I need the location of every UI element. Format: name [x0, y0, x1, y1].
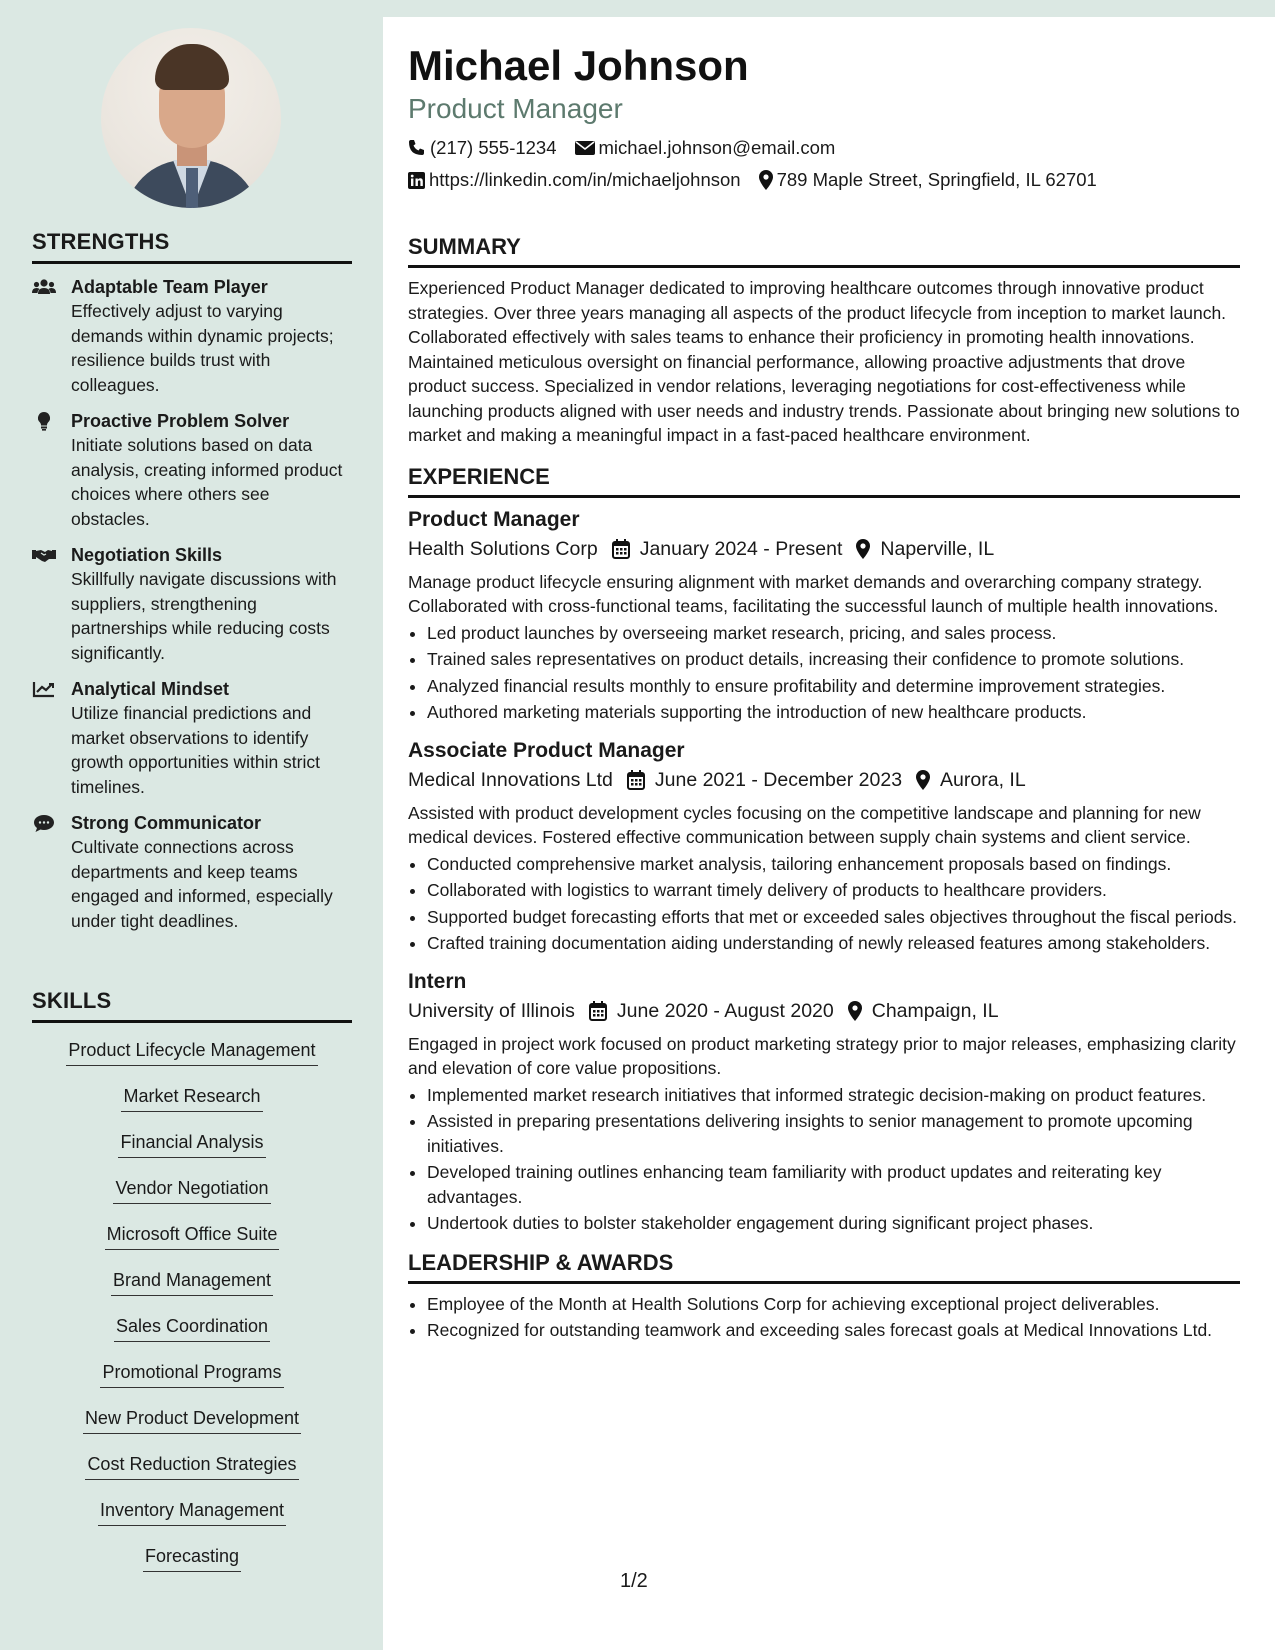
skills-section	[32, 988, 352, 1591]
bullet-item: • Led product launches by overseeing market research, pricing, and sales process.	[427, 621, 1240, 646]
linkedin-contact[interactable]	[408, 164, 741, 196]
job-entry	[408, 737, 1240, 956]
job-location-wrap	[916, 765, 1026, 795]
map-pin-icon	[916, 770, 930, 790]
bullet-item: • Assisted in preparing presentations delivering insights to senior management to promote upcoming initiatives.	[427, 1109, 1240, 1158]
skill-item: Market Research	[121, 1085, 262, 1112]
job-location: Naperville, IL	[880, 537, 995, 560]
skill-item: Cost Reduction Strategies	[85, 1453, 298, 1480]
job-bullets	[408, 621, 1240, 725]
experience-heading: EXPERIENCE	[408, 464, 1240, 498]
handshake-icon	[32, 545, 56, 565]
awards-heading: LEADERSHIP & AWARDS	[408, 1250, 1240, 1284]
job-location-wrap	[856, 534, 994, 564]
job-dates-wrap	[612, 534, 843, 564]
award-item: • Recognized for outstanding teamwork and exceeding sales forecast goals at Medical Innovations Ltd.	[427, 1318, 1240, 1343]
job-title: Associate Product Manager	[408, 738, 685, 762]
contact-row-2	[408, 164, 1240, 196]
skill-item: Sales Coordination	[114, 1315, 270, 1342]
phone-text: (217) 555-1234	[430, 137, 557, 158]
job-bullets	[408, 1083, 1240, 1236]
map-pin-icon	[759, 170, 773, 190]
bullet-item: • Undertook duties to bolster stakeholder engagement during significant project phases.	[427, 1211, 1240, 1236]
job-dates-wrap	[627, 765, 902, 795]
job-desc: Engaged in project work focused on product marketing strategy prior to major releases, emphasizing clarity and elevation of core value propositions.	[408, 1033, 1236, 1078]
job-bullets	[408, 852, 1240, 956]
skill-item: Product Lifecycle Management	[66, 1039, 317, 1066]
strength-item	[32, 543, 352, 665]
strength-desc: Cultivate connections across departments and keep teams engaged and informed, especially under tight deadlines.	[71, 837, 333, 931]
skill-item: New Product Development	[83, 1407, 301, 1434]
phone-contact[interactable]	[408, 132, 557, 164]
skill-item: Microsoft Office Suite	[105, 1223, 280, 1250]
contact-row	[408, 132, 1240, 164]
summary-text: Experienced Product Manager dedicated to improving healthcare outcomes through innovative product strategies. Over three years managing all aspects of the product lifecycle from inception to market launch. Collaborated effectively with sales teams to enhance their proficiency in promoting health innovations. Maintained meticulous oversight on financial performance, allowing proactive adjustments that drove product success. Specialized in vendor relations, leveraging negotiations for cost-effectiveness while launching products aligned with user needs and industry trends. Passionate about bringing new solutions to market and making a meaningful impact in a fast-paced healthcare environment.	[408, 278, 1240, 445]
bullet-item: • Crafted training documentation aiding understanding of newly released features among stakeholders.	[427, 931, 1240, 956]
main-column	[408, 40, 1240, 1345]
bullet-item: • Collaborated with logistics to warrant timely delivery of products to healthcare providers.	[427, 878, 1240, 903]
strength-title: Negotiation Skills	[71, 545, 223, 565]
skill-item: Brand Management	[111, 1269, 273, 1296]
bullet-item: • Trained sales representatives on product details, increasing their confidence to promote solutions.	[427, 647, 1240, 672]
strength-desc: Skillfully navigate discussions with suppliers, strengthening partnerships while reducing costs significantly.	[71, 569, 337, 663]
job-dates-wrap	[589, 996, 834, 1026]
strength-item	[32, 409, 352, 531]
map-pin-icon	[856, 539, 870, 559]
address-text: 789 Maple Street, Springfield, IL 62701	[776, 169, 1097, 190]
strength-desc: Effectively adjust to varying demands within dynamic projects; resilience builds trust with colleagues.	[71, 301, 334, 395]
summary-section	[408, 234, 1240, 448]
job-entry	[408, 968, 1240, 1236]
users-icon	[32, 277, 56, 297]
experience-section	[408, 464, 1240, 1236]
chart-line-icon	[32, 679, 56, 699]
strength-title: Strong Communicator	[71, 813, 262, 833]
skills-list	[32, 1039, 352, 1591]
candidate-role: Product Manager	[408, 93, 623, 124]
email-contact[interactable]	[575, 132, 836, 164]
summary-heading: SUMMARY	[408, 234, 1240, 268]
job-meta	[408, 765, 1240, 795]
job-company: Health Solutions Corp	[408, 537, 598, 560]
job-dates: June 2020 - August 2020	[616, 999, 834, 1022]
skills-heading: SKILLS	[32, 988, 352, 1023]
job-desc: Manage product lifecycle ensuring alignment with market demands and overarching company strategy. Collaborated with cross-functional teams, facilitating the successful launch of multiple health innovations.	[408, 571, 1219, 616]
job-title: Intern	[408, 969, 467, 993]
linkedin-icon	[408, 172, 425, 189]
calendar-icon	[627, 770, 645, 790]
strengths-heading: STRENGTHS	[32, 229, 352, 264]
phone-icon	[408, 139, 426, 157]
calendar-icon	[589, 1001, 607, 1021]
award-item: • Employee of the Month at Health Solutions Corp for achieving exceptional project deliverables.	[427, 1292, 1240, 1317]
strength-desc: Utilize financial predictions and market observations to identify growth opportunities within strict timelines.	[71, 703, 320, 797]
calendar-icon	[612, 539, 630, 559]
bullet-item: • Analyzed financial results monthly to ensure profitability and determine improvement strategies.	[427, 674, 1240, 699]
job-meta	[408, 996, 1240, 1026]
skill-item: Vendor Negotiation	[113, 1177, 270, 1204]
map-pin-icon	[848, 1001, 862, 1021]
bullet-item: • Implemented market research initiatives that informed strategic decision-making on product features.	[427, 1083, 1240, 1108]
strength-title: Adaptable Team Player	[71, 277, 268, 297]
strength-title: Analytical Mindset	[71, 679, 230, 699]
bullet-item: • Developed training outlines enhancing team familiarity with product updates and reiterating key advantages.	[427, 1160, 1240, 1209]
profile-photo	[101, 28, 281, 208]
skill-item: Promotional Programs	[100, 1361, 283, 1388]
job-entry	[408, 506, 1240, 725]
job-title: Product Manager	[408, 507, 580, 531]
lightbulb-icon	[32, 411, 56, 431]
envelope-icon	[575, 140, 595, 156]
job-dates: January 2024 - Present	[639, 537, 843, 560]
job-company: Medical Innovations Ltd	[408, 768, 613, 791]
awards-list	[408, 1292, 1240, 1343]
bullet-item: • Authored marketing materials supporting the introduction of new healthcare products.	[427, 700, 1240, 725]
comment-icon	[32, 813, 56, 833]
job-dates: June 2021 - December 2023	[654, 768, 903, 791]
awards-section	[408, 1250, 1240, 1343]
skill-item: Inventory Management	[98, 1499, 286, 1526]
email-text: michael.johnson@email.com	[598, 137, 836, 158]
job-location-wrap	[848, 996, 999, 1026]
strength-desc: Initiate solutions based on data analysis, creating informed product choices where others see obstacles.	[71, 435, 343, 529]
strength-item	[32, 677, 352, 799]
job-desc: Assisted with product development cycles focusing on the competitive landscape and planning for new medical devices. Fostered effective communication between supply chain systems and client service.	[408, 802, 1201, 847]
strengths-section	[32, 229, 352, 945]
strength-title: Proactive Problem Solver	[71, 411, 290, 431]
page-indicator: 1/2	[620, 1570, 648, 1592]
strength-item	[32, 275, 352, 397]
skill-item: Financial Analysis	[118, 1131, 265, 1158]
candidate-name: Michael Johnson	[408, 42, 749, 89]
strength-item	[32, 811, 352, 933]
bullet-item: • Supported budget forecasting efforts that met or exceeded sales objectives throughout the fiscal periods.	[427, 905, 1240, 930]
skill-item: Forecasting	[143, 1545, 241, 1572]
job-company: University of Illinois	[408, 999, 575, 1022]
job-meta	[408, 534, 1240, 564]
job-location: Champaign, IL	[871, 999, 999, 1022]
linkedin-text: https://linkedin.com/in/michaeljohnson	[429, 169, 741, 190]
job-location: Aurora, IL	[940, 768, 1026, 791]
address-contact	[759, 164, 1097, 196]
bullet-item: • Conducted comprehensive market analysis, tailoring enhancement proposals based on findings.	[427, 852, 1240, 877]
